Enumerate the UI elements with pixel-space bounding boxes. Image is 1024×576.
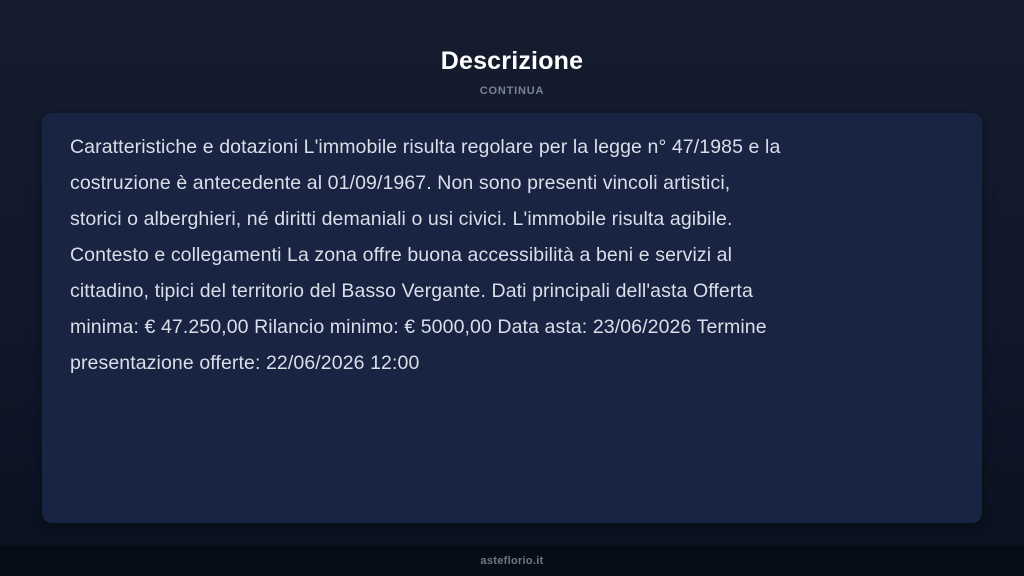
description-line: Caratteristiche e dotazioni L'immobile risulta regolare per la legge n° 47/1985 e la: [70, 136, 781, 158]
description-line: Contesto e collegamenti La zona offre buona accessibilità a beni e servizi al: [70, 244, 733, 266]
description-line: storici o alberghieri, né diritti demaniali o usi civici. L'immobile risulta agibile.: [70, 208, 733, 230]
site-watermark: asteflorio.it: [480, 554, 544, 567]
continue-link[interactable]: CONTINUA: [479, 84, 545, 97]
footer-bar: [0, 545, 1024, 576]
description-card: [42, 113, 982, 523]
description-line: cittadino, tipici del territorio del Basso Vergante. Dati principali dell'asta Offerta: [70, 280, 753, 302]
description-line: minima: € 47.250,00 Rilancio minimo: € 5000,00 Data asta: 23/06/2026 Termine: [70, 316, 767, 338]
description-line: presentazione offerte: 22/06/2026 12:00: [70, 352, 420, 374]
header: [0, 0, 1024, 99]
page-title: Descrizione: [440, 47, 584, 75]
description-line: costruzione è antecedente al 01/09/1967. Non sono presenti vincoli artistici,: [70, 172, 731, 194]
